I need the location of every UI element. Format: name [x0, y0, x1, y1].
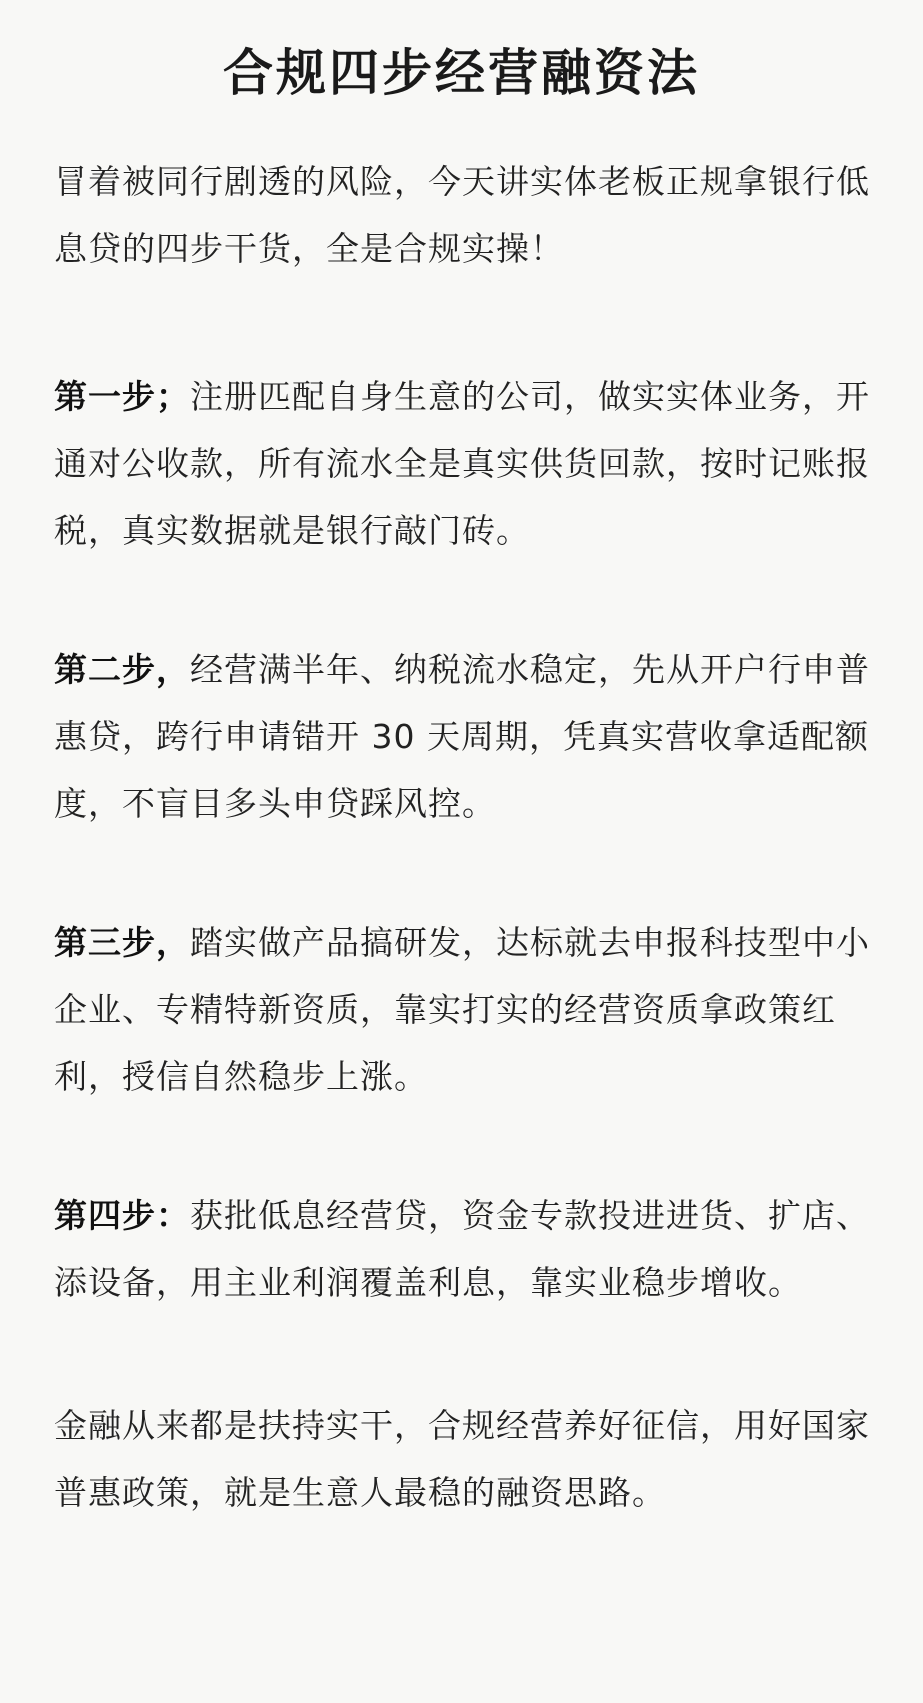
- step-two-paragraph: [54, 636, 883, 837]
- step-three-text: 踏实做产品搞研发，达标就去申报科技型中小企业、专精特新资质，靠实打实的经营资质拿政策红利，授信自然稳步上涨。: [54, 923, 870, 1096]
- step-one-label: 第一步；: [54, 377, 190, 416]
- step-three-label: 第三步，: [54, 923, 190, 962]
- step-one-paragraph: [54, 363, 883, 564]
- step-four-paragraph: [54, 1182, 883, 1316]
- intro-paragraph: 冒着被同行剧透的风险，今天讲实体老板正规拿银行低息贷的四步干货，全是合规实操！: [54, 162, 870, 268]
- step-four-text: 获批低息经营贷，资金专款投进进货、扩店、添设备，用主业利润覆盖利息，靠实业稳步增收。: [54, 1196, 870, 1302]
- article-title: 合规四步经营融资法: [223, 44, 700, 102]
- step-three-paragraph: [54, 909, 883, 1110]
- step-four-label: 第四步：: [54, 1196, 190, 1235]
- step-two-text: 经营满半年、纳税流水稳定，先从开户行申普惠贷，跨行申请错开 30 天周期，凭真实营收拿适配额度，不盲目多头申贷踩风控。: [54, 650, 870, 823]
- closing-paragraph: 金融从来都是扶持实干，合规经营养好征信，用好国家普惠政策，就是生意人最稳的融资思路。: [54, 1406, 870, 1512]
- step-one-text: 注册匹配自身生意的公司，做实实体业务，开通对公收款，所有流水全是真实供货回款，按时记账报税，真实数据就是银行敲门砖。: [54, 377, 870, 550]
- step-two-label: 第二步，: [54, 650, 190, 689]
